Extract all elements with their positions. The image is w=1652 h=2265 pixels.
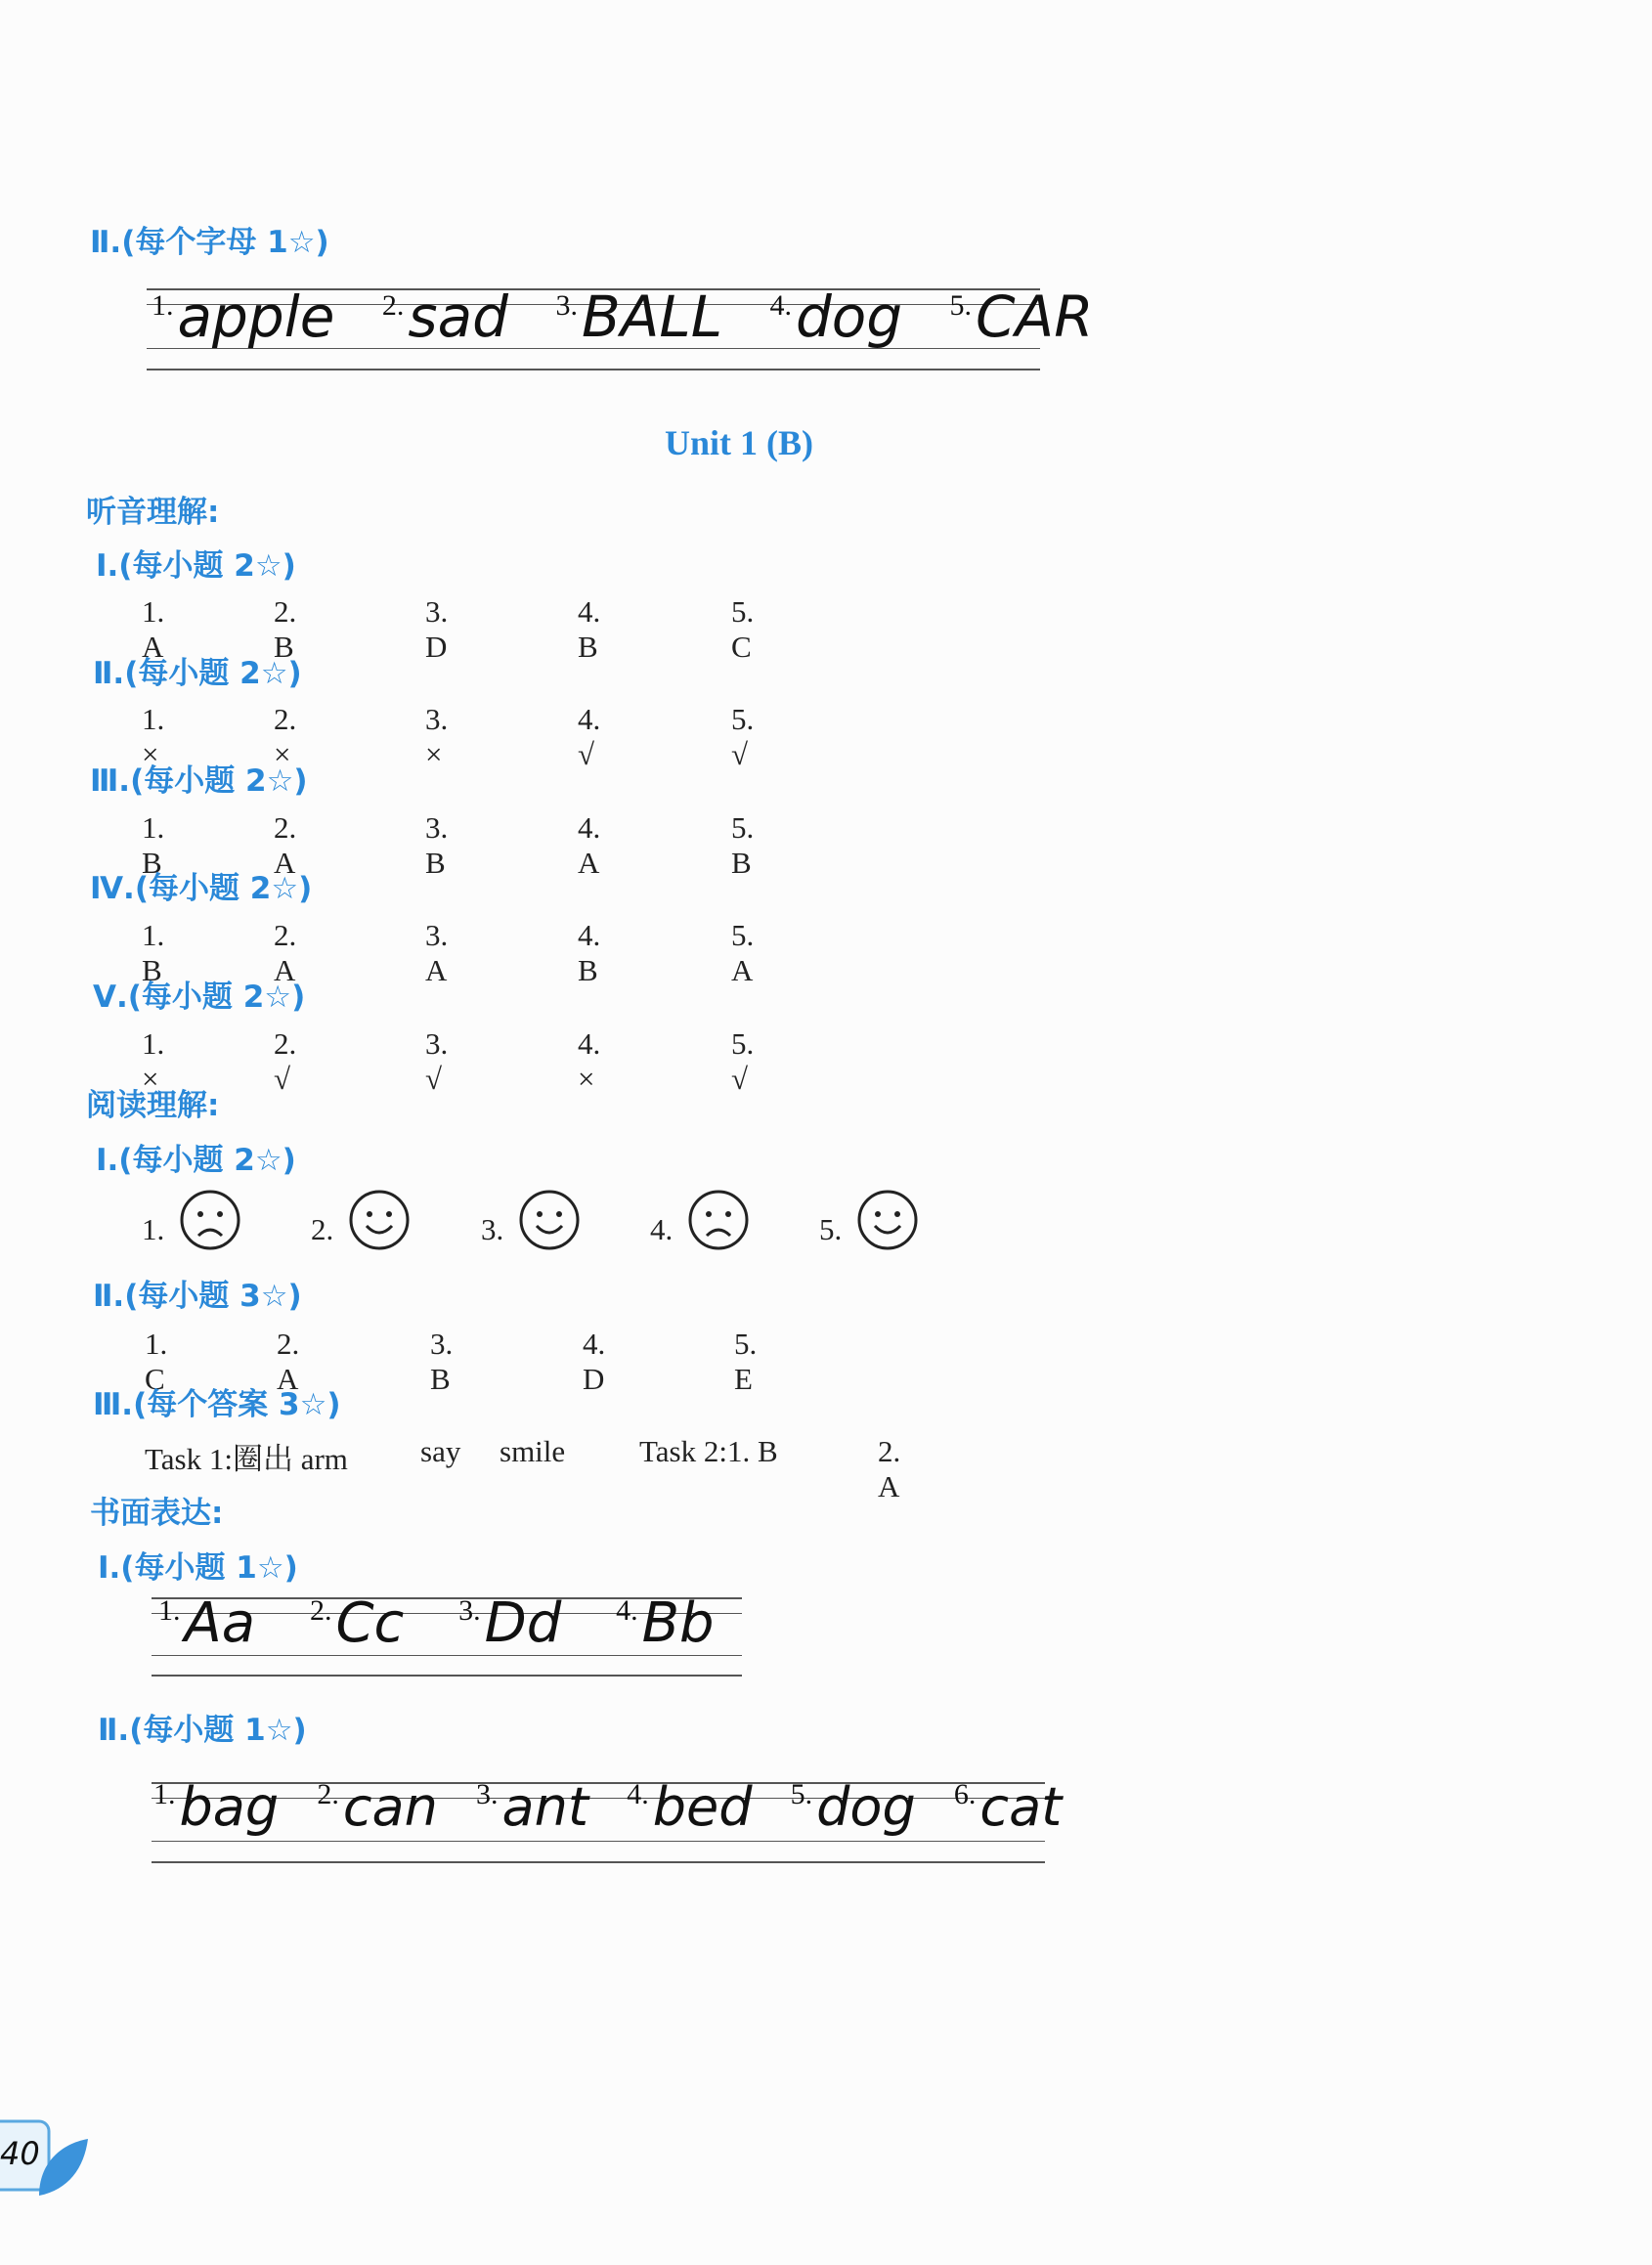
word-item: $^{2.}$can	[317, 1776, 438, 1838]
listening-section-IV: Ⅳ.(每小题 2☆)	[90, 871, 313, 906]
page-number: 40	[0, 2135, 40, 2172]
happy-face-icon	[856, 1189, 919, 1251]
handwriting-row-writing-II	[153, 1776, 1062, 1838]
word-item: $^{3.}$BALL	[555, 283, 723, 350]
word-item: $^{1.}$apple	[152, 283, 335, 350]
writing-heading: 书面表达:	[90, 1496, 224, 1531]
listening-section-II: Ⅱ.(每小题 2☆)	[93, 656, 302, 691]
listening-section-V: Ⅴ.(每小题 2☆)	[93, 980, 306, 1015]
letter-item: $^{1.}$Aa	[158, 1591, 256, 1655]
letter-item: $^{2.}$Cc	[309, 1591, 405, 1655]
page-number-badge	[0, 2119, 88, 2198]
happy-face-icon	[518, 1189, 581, 1251]
writing-section-II: Ⅱ.(每小题 1☆)	[98, 1713, 307, 1748]
sad-face-icon	[687, 1189, 750, 1251]
unit-title: Unit 1 (B)	[665, 423, 813, 462]
happy-face-icon	[348, 1189, 411, 1251]
reading-section-II: Ⅱ.(每小题 3☆)	[93, 1279, 302, 1314]
listening-section-I: Ⅰ.(每小题 2☆)	[96, 548, 296, 584]
writing-section-I: Ⅰ.(每小题 1☆)	[98, 1550, 298, 1586]
faces-row: 1. 2. 3. 4. 5.	[142, 1189, 943, 1267]
letter-item: $^{3.}$Dd	[458, 1591, 562, 1655]
listening-heading: 听音理解:	[86, 495, 220, 530]
listening-section-III: Ⅲ.(每小题 2☆)	[90, 763, 308, 799]
sad-face-icon	[179, 1189, 241, 1251]
letter-item: $^{4.}$Bb	[616, 1591, 715, 1655]
word-item: $^{4.}$bed	[627, 1776, 753, 1838]
word-item: $^{2.}$sad	[381, 283, 508, 350]
word-item: $^{5.}$dog	[790, 1776, 916, 1838]
word-item: $^{4.}$dog	[769, 283, 903, 350]
reading-heading: 阅读理解:	[86, 1088, 220, 1123]
handwriting-row-writing-I	[158, 1591, 715, 1655]
word-item: $^{1.}$bag	[153, 1776, 280, 1838]
handwriting-row-top	[152, 283, 1094, 350]
word-item: $^{5.}$CAR	[949, 283, 1094, 350]
reading-section-III: Ⅲ.(每个答案 3☆)	[93, 1387, 341, 1422]
word-item: $^{6.}$cat	[953, 1776, 1063, 1838]
section-title-top-II: Ⅱ.(每个字母 1☆)	[90, 225, 329, 260]
reading-section-I: Ⅰ.(每小题 2☆)	[96, 1143, 296, 1178]
word-item: $^{3.}$ant	[476, 1776, 589, 1838]
